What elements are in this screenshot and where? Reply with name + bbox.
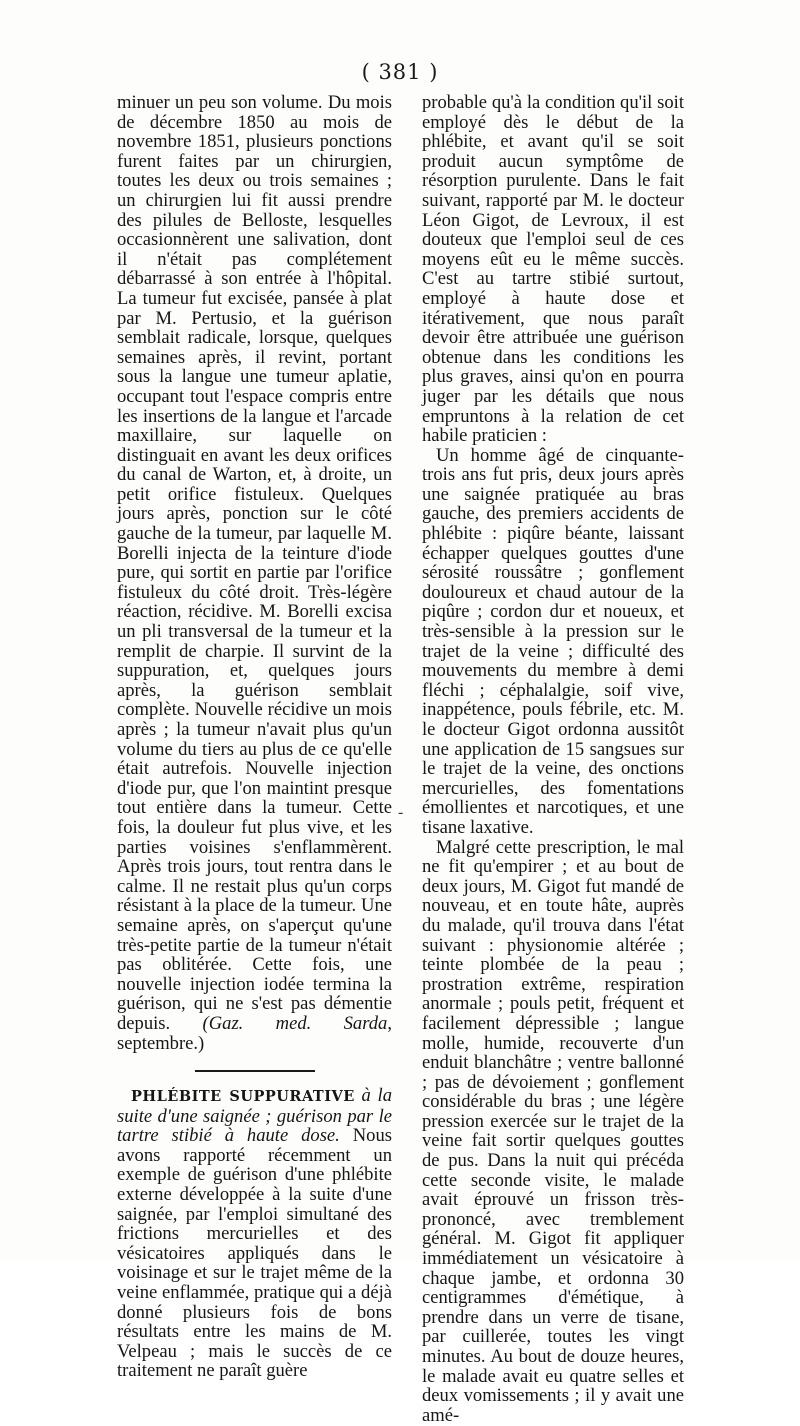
section-divider — [195, 1070, 315, 1072]
article-paragraph — [117, 1086, 392, 1381]
margin-mark: - — [398, 804, 404, 821]
paragraph: probable qu'à la condition qu'il soit employé dès le début de la phlébite, et avant qu'il se soit produit aucun symptôme de résorption purulente. Dans le fait suivant, rapporté par M. le docteur Léon Gigot, de Levroux, il est douteux que l'emploi seul de ces moyens eût eu le même succès. C'est au tartre stibié surtout, employé à haute dose et itérativement, que nous paraît devoir être attribuée une guérison obtenue dans les conditions les plus graves, ainsi qu'on en pourra juger par les détails que nous empruntons à la relation de cet habile praticien : — [422, 92, 684, 447]
article-heading: PHLÉBITE SUPPURATIVE — [131, 1088, 355, 1106]
left-column — [117, 93, 392, 1381]
article-subtitle: à la suite d'une saignée ; guérison par le tartre stibié à haute dose. — [117, 1085, 392, 1147]
source-citation-tail: , septembre.) — [117, 1012, 392, 1054]
page-number: ( 381 ) — [361, 60, 439, 84]
paragraph-text: minuer un peu son volume. Du mois de décembre 1850 au mois de novembre 1851, plusieurs ponctions furent faites par un chirurgien, toutes les deux ou trois semaines ; un chirurgien lui fit aussi prendre des pilules de Belloste, lesquelles occasionnèrent une salivation, dont il n'était pas complétement débarrassé à son entrée à l'hôpital. La tumeur fut excisée, pansée à plat par M. Pertusio, et la guérison semblait radicale, lorsque, quelques semaines après, il revint, portant sous la langue une tumeur aplatie, occupant tout l'espace compris entre les insertions de la langue et l'arcade maxillaire, sur laquelle on distinguait en avant les deux orifices du canal de Warton, et, à droite, un petit orifice fistuleux. Quelques jours après, ponction sur le côté gauche de la tumeur, par laquelle M. Borelli injecta de la teinture d'iode pure, qui sortit en partie par l'orifice fistuleux du côté droit. Très-légère réaction, récidive. M. Borelli excisa un pli transversal de la tumeur et la remplit de charpie. Il survint de la suppuration, et, quelques jours après, la guérison semblait complète. Nouvelle récidive un mois après ; la tumeur n'avait plus qu'un volume du tiers au plus de ce qu'elle était autrefois. Nouvelle injection d'iode pur, que l'on maintint presque tout entière dans la tumeur. Cette fois, la douleur fut plus vive, et les parties voisines s'enflammèrent. Après trois jours, tout rentra dans le calme. Il ne restait plus qu'un corps résistant à la place de la tumeur. Une semaine après, on s'aperçut qu'une très-petite partie de la tumeur n'était pas oblitérée. Cette fois, une nouvelle injection iodée termina la guérison, qui ne s'est pas démentie depuis. — [117, 92, 392, 1034]
paragraph: Malgré cette prescription, le mal ne fit qu'empirer ; et au bout de deux jours, M. Gigot fut mandé de nouveau, et en toute hâte, auprès du malade, qu'il trouva dans l'état suivant : physionomie altérée ; teinte plombée de la peau ; prostration extrême, respiration anormale ; pouls petit, fréquent et facilement dépressible ; langue molle, humide, recouverte d'un enduit blanchâtre ; ventre ballonné ; pas de dévoiement ; gonflement considérable du bras ; une légère pression exercée sur le trajet de la veine fait sortir quelques gouttes de pus. Dans la nuit qui précéda cette seconde visite, le malade avait éprouvé un frisson très-prononcé, avec tremblement général. M. Gigot fit appliquer immédiatement un vésicatoire à chaque jambe, et ordonna 30 centigrammes d'émétique, à prendre dans un verre de tisane, par cuillerée, toutes les vingt minutes. Au bout de douze heures, le malade avait eu quatre selles et deux vomissements ; il y avait une amé- — [422, 836, 684, 1426]
source-citation: (Gaz. med. Sarda — [202, 1012, 388, 1034]
paragraph: Un homme âgé de cinquante-trois ans fut pris, deux jours après une saignée pratiquée au bras gauche, des premiers accidents de phlébite : piqûre béante, laissant échapper quelques gouttes d'une sérosité roussâtre ; gonflement douloureux et chaud autour de la piqûre ; cordon dur et noueux, et très-sensible à la pression sur le trajet de la veine ; difficulté des mouvements du membre à demi fléchi ; céphalalgie, soif vive, inappétence, pouls fébrile, etc. M. le docteur Gigot ordonna aussitôt une application de 15 sangsues sur le trajet de la veine, des onctions mercurielles, des fomentations émollientes et narcotiques, et une tisane laxative. — [422, 444, 684, 838]
paragraph-text: Nous avons rapporté récemment un exemple de guérison d'une phlébite externe développée à la suite d'une saignée, par l'emploi simultané des frictions mercurielles et des vésicatoires appliqués dans le voisinage et sur le trajet même de la veine enflammée, pratique qui a déjà donné plusieurs fois de bons résultats entre les mains de M. Velpeau ; mais le succès de ce traitement ne paraît guère — [117, 1125, 392, 1382]
right-column — [422, 93, 684, 1425]
paragraph — [117, 93, 392, 1053]
